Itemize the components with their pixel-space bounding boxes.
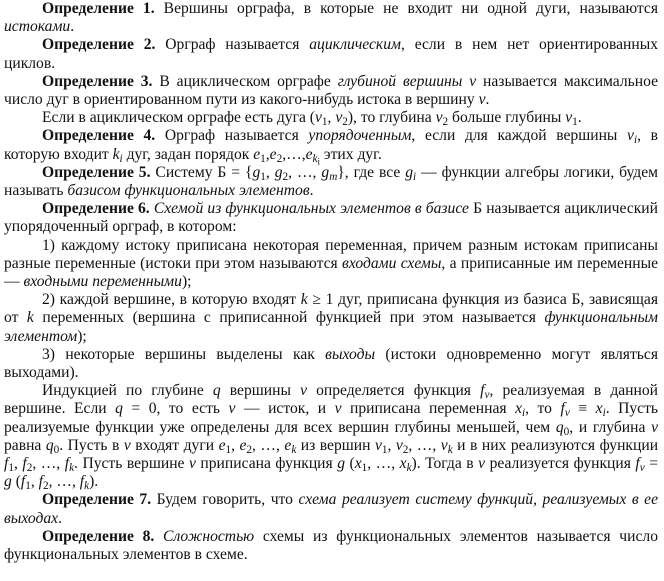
induction-paragraph: Индукцией по глубине q вершины v определяется функция $f_v$, реализуемая в данной вершине. Если q = 0, то есть v — исток, и v приписана переменная $x_i$, то $f_v \equiv x_i$. Пусть реализуемые функции уже определены для всех вершин глубины меньшей, чем $q_0$, и глубина v равна $q_0$. Пусть в v входят дуги $e_1$, $e_2$, …, $e_k$ из вершин $v_1$, $v_2$, …, $v_k$ и в них реализуются функции $f_1$, $f_2$, …, $f_k$. Пусть вершине v приписана функция g ($x_1$, …, $x_k$). Тогда в v реализуется функция $f_v = g$ ($f_1$, $f_2$, …, $f_k$). — [4, 382, 659, 493]
term-functional-element: функциональным элементом — [4, 309, 659, 345]
definition-6: Определение 6. Схемой из функциональных элементов в базисе Б называется ациклический упорядоченный орграф, в котором: — [4, 200, 659, 236]
definition-6-item-3: 3) некоторые вершины выделены как выходы (истоки одновременно могут являться выходами). — [4, 345, 658, 382]
term-scheme-realizes: схема реализует систему функций, реализуемых в ее выходах — [4, 491, 658, 527]
term-basis: базисом функциональных элементов — [67, 182, 310, 200]
definition-5: Определение 5. Систему $Б = \{g_1$, $g_2$, …, $g_m$}, где все $g_i$ — функции алгебры логики, будем называть базисом функциональных элементов. — [4, 163, 659, 200]
term-vertex-depth: глубиной вершины v — [337, 72, 477, 90]
definition-1-heading: Определение 1. — [42, 0, 155, 17]
definition-2-heading: Определение 2. — [42, 36, 156, 54]
definition-8: Определение 8. Сложностью схемы из функциональных элементов называется число функциональных элементов в схеме. — [4, 527, 658, 564]
definition-6-heading: Определение 6. — [42, 200, 150, 218]
definition-3: Определение 3. В ациклическом орграфе глубиной вершины v называется максимальное число дуг в ориентированном пути из какого-нибудь истока в вершину v. — [4, 72, 659, 109]
term-acyclic: ациклическим — [309, 36, 401, 54]
definition-5-heading: Определение 5. — [42, 163, 151, 181]
definition-8-heading: Определение 8. — [42, 527, 155, 545]
term-input-variables: входными переменными — [23, 273, 182, 291]
definition-7-heading: Определение 7. — [42, 491, 152, 509]
definition-2: Определение 2. Орграф называется ациклическим, если в нем нет ориентированных циклов. — [4, 36, 659, 72]
term-scheme: Схемой из функциональных элементов в базисе — [149, 200, 469, 218]
term-complexity: Сложностью — [154, 527, 255, 545]
definition-6-item-1: 1) каждому истоку приписана некоторая переменная, причем разным истокам приписаны разные переменные (истоки при этом называются входами схемы, а приписанные им переменные — входными переменными); — [4, 236, 658, 291]
definition-1: Определение 1. Вершины орграфа, в которые не входит ни одной дуги, называются истоками. — [4, 0, 659, 36]
definition-4: Определение 4. Орграф называется упорядоченным, если для каждой вершины $v_i$, в которую входит $k_i$ дуг, задан порядок $e_1,e_2,\dots,e_{k_i}$ этих дуг. — [4, 127, 658, 167]
definition-6-item-2: 2) каждой вершине, в которую входят k ≥ 1 дуг, приписана функция из базиса Б, зависящая от k переменных (вершина с приписанной функцией при этом называется функциональным элементом); — [4, 291, 659, 345]
definition-4-heading: Определение 4. — [42, 127, 156, 145]
definition-7: Определение 7. Будем говорить, что схема реализует систему функций, реализуемых в ее выходах. — [4, 491, 658, 527]
term-ordered: упорядоченным — [308, 127, 412, 145]
definition-3-remark: Если в ациклическом орграфе есть дуга ($v_1$, $v_2$), то глубина $v_2$ больше глубины $v_1$. — [42, 109, 582, 129]
definition-3-heading: Определение 3. — [42, 72, 153, 90]
term-outputs: выходы — [325, 345, 376, 363]
term-scheme-inputs: входами схемы — [342, 254, 442, 272]
term-istoki: истоками — [4, 18, 71, 36]
